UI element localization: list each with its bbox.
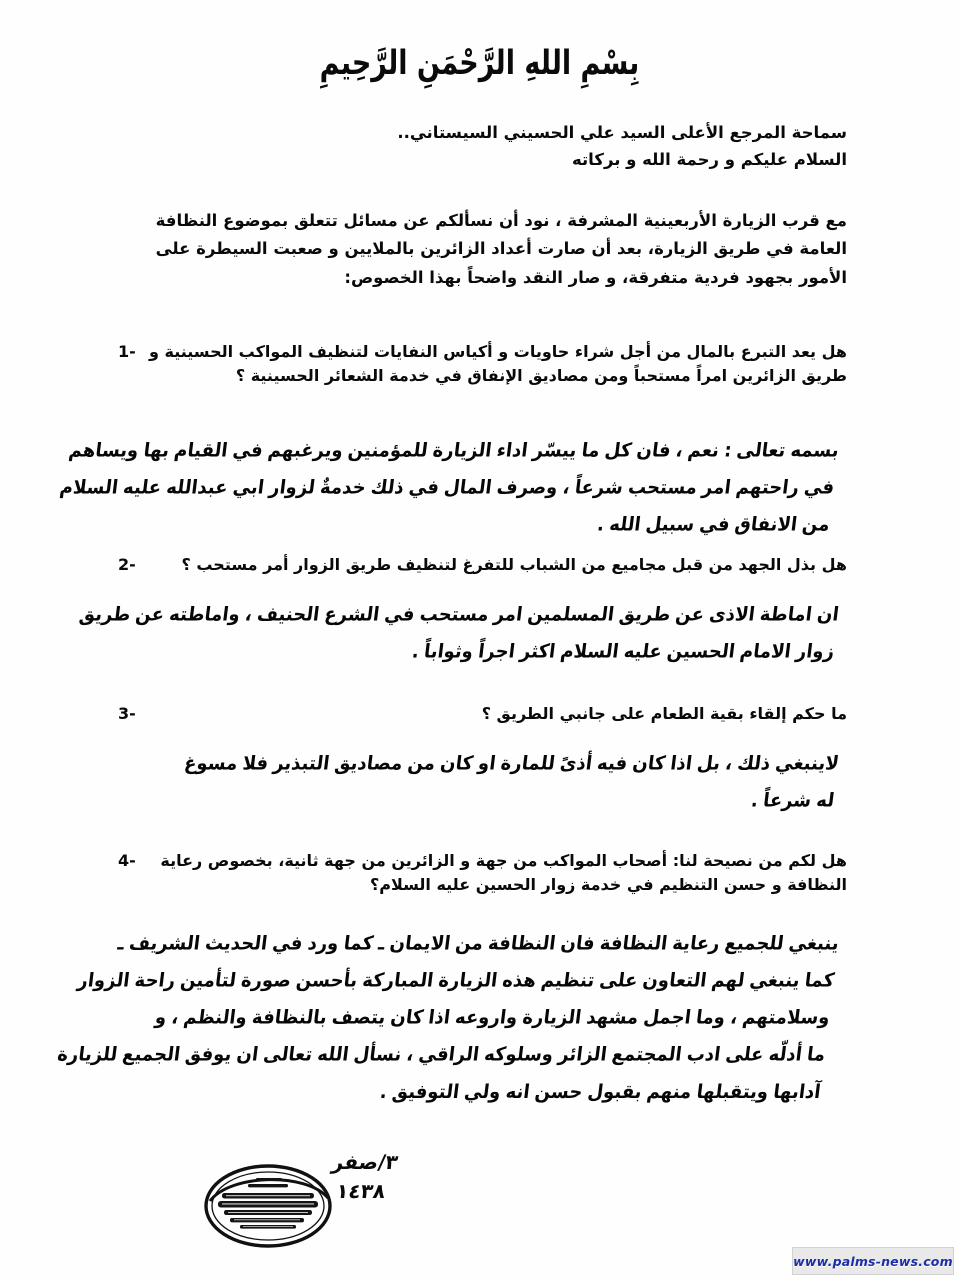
answer-4-line-2: كما ينبغي لهم التعاون على تنظيم هذه الزيارة المباركة بأحسن صورة لتأمين راحة الزوار [76, 969, 836, 992]
answer-handwritten-4 [56, 925, 841, 1111]
question-text-3: ما حكم إلقاء بقية الطعام على جانبي الطريق ؟ [481, 704, 847, 723]
question-text-4: هل لكم من نصيحة لنا: أصحاب المواكب من جهة و الزائرين من جهة ثانية، بخصوص رعاية النظافة و حسن التنظيم في خدمة زوار الحسين عليه السلام؟ [160, 851, 847, 894]
answer-1-line-1: بسمه تعالى : نعم ، فان كل ما ييسّر اداء الزيارة للمؤمنين ويرغبهم في القيام بها ويساهم [67, 439, 841, 462]
answer-1-line-3: من الانفاق في سبيل الله . [595, 513, 831, 537]
answer-4-line-1: ينبغي للجميع رعاية النظافة فان النظافة من الايمان ـ كما ورد في الحديث الشريف ـ [116, 932, 841, 955]
date-line-1: ٣/صفر [330, 1150, 400, 1174]
question-block-2 [118, 553, 847, 577]
seal-stamp-icon [196, 1146, 348, 1258]
salutation-line-1: سماحة المرجع الأعلى السيد علي الحسيني السيستاني.. [397, 123, 847, 142]
answer-2-line-2: زوار الامام الحسين عليه السلام اكثر اجراً وثواباً . [410, 640, 836, 663]
question-block-4 [118, 849, 847, 896]
question-number-3: 3- [118, 704, 136, 723]
watermark-text: www.palms-news.com [793, 1253, 953, 1269]
question-number-4: 4- [118, 851, 136, 870]
answer-3-line-2: له شرعاً . [749, 789, 836, 812]
question-block-1 [118, 340, 847, 387]
answer-2-line-1: ان اماطة الاذى عن طريق المسلمين امر مستحب في الشرع الحنيف ، واماطته عن طريق [77, 603, 841, 626]
intro-paragraph: مع قرب الزيارة الأربعينية المشرفة ، نود أن نسألكم عن مسائل تتعلق بموضوع النظافة العامة في طريق الزيارة، بعد أن صارت أعداد الزائرين بالملايين و صعبت السيطرة على الأمور بجهود فردية متفرقة، و صار النقد واضحاً بهذا الخصوص: [155, 211, 847, 287]
answer-3-line-1: لاينبغي ذلك ، بل اذا كان فيه أذىً للمارة او كان من مصاديق التبذير فلا مسوغ [183, 752, 841, 775]
answer-handwritten-3 [111, 745, 841, 819]
salutation-block [118, 120, 847, 173]
answer-4-line-5: آدابها ويتقبلها منهم بقبول حسن انه ولي التوفيق . [378, 1081, 822, 1104]
question-number-1: 1- [118, 342, 136, 361]
answer-handwritten-2 [77, 596, 841, 670]
date-line-2: ١٤٣٨ [334, 1179, 387, 1203]
answer-4-line-4: ما أدلّه على ادب المجتمع الزائر وسلوكه الراقي ، نسأل الله تعالى ان يوفق الجميع للزيارة [56, 1044, 827, 1067]
salutation-line-2: السلام عليكم و رحمة الله و بركاته [571, 149, 847, 169]
question-text-1: هل يعد التبرع بالمال من أجل شراء حاويات و أكياس النفايات لتنظيف المواكب الحسينية و طريق الزائرين امراً مستحباً ومن مصاديق الإنفاق في خدمة الشعائر الحسينية ؟ [148, 342, 847, 385]
basmala-calligraphy: بِسْمِ اللهِ الرَّحْمَنِ الرَّحِيمِ [319, 44, 640, 83]
answer-handwritten-1 [58, 432, 841, 544]
question-number-2: 2- [118, 555, 136, 574]
source-watermark [792, 1247, 954, 1275]
answer-1-line-2: في راحتهم امر مستحب شرعاً ، وصرف المال في ذلك خدمةٌ لزوار ابي عبدالله عليه السلام [58, 476, 836, 499]
question-block-3 [118, 702, 847, 726]
question-text-2: هل بذل الجهد من قبل مجاميع من الشباب للتفرغ لتنظيف طريق الزوار أمر مستحب ؟ [181, 555, 847, 574]
answer-4-line-3: وسلامتهم ، وما اجمل مشهد الزيارة واروعه اذا كان يتصف بالنظافة والنظم ، و [153, 1006, 831, 1030]
